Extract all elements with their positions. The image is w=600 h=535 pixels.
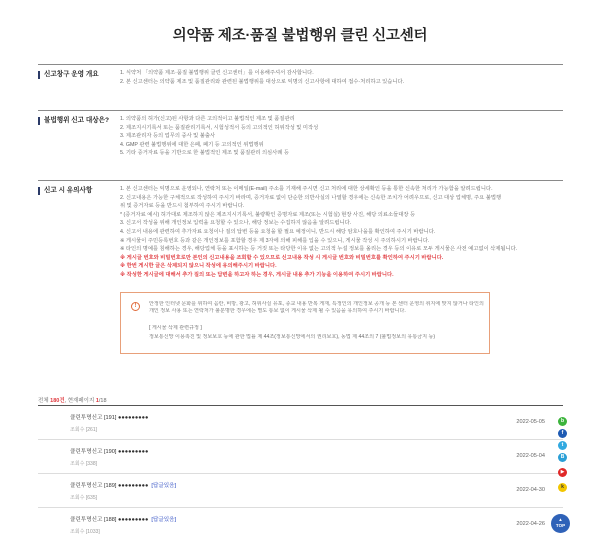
text-line: ※ 게시물이 주민등록번호 등과 같은 개인정보를 포함할 경우 제 3자에 의해 피해를 입을 수 있으니, 게시물 작성 시 주의하시기 바랍니다. (120, 237, 430, 244)
post-title[interactable] (70, 447, 151, 455)
facebook-icon[interactable]: f (558, 429, 567, 438)
section-label: 신고창구 운영 개요 (38, 71, 120, 79)
top-label: TOP (555, 523, 566, 528)
count-suffix: , 현재페이지 (64, 398, 95, 404)
page-current: 1 (95, 398, 99, 404)
notice-box (120, 292, 490, 354)
post-title-text[interactable]: 클린투명신고 [191] ●●●●●●●●● (70, 415, 149, 421)
list-item[interactable] (38, 508, 563, 535)
list-item[interactable] (38, 440, 563, 474)
band-icon[interactable]: b (558, 417, 567, 426)
text-line: 4. GMP 관련 불법행위에 대한 은폐, 폐기 등 고의적인 위법행위 (120, 141, 264, 148)
text-line: 3. 제조관리자 등의 업무의 중사 및 불출사 (120, 133, 216, 140)
post-title[interactable] (70, 481, 176, 489)
section-overview (38, 64, 563, 96)
post-date: 2022-05-04 (516, 453, 545, 459)
text-line: 4. 신고서 내용에 관련하여 추가자료 요청이나 질의 답변 등을 요청을 할 필요 예정이니, 반드시 해당 암호나을를 확인하여 주시기 바랍니다. (120, 228, 436, 235)
post-title-text[interactable]: 클린투명신고 [189] ●●●●●●●●● (70, 483, 149, 489)
notice-text: 안정한 인터넷 문화를 위하여 음란, 비방, 광고, 허위사실 유포, 종교 내용 반복 게재, 특정인의 개인정보 공개 등 본 센터 운영의 취지에 맞지 않거나 타인의 (149, 301, 484, 307)
text-line: 2. 제조지시기록서 또는 품질관리기록서, 시험성적서 등의 고의적인 허위작성 및 미작성 (120, 124, 319, 131)
kakao-icon[interactable]: k (558, 483, 567, 492)
text-line: ※ 타인의 명예를 침해하는 경우, 해당업체 등을 표시하는 등 거짓 또는 타당한 이유 없는 고의적 누설 정보를 올리는 경우 등의 이유로 모두 게시물은 사전 예고없이 삭제됩니다. (120, 246, 518, 253)
section-body (120, 185, 560, 280)
section-targets (38, 110, 563, 172)
post-date: 2022-04-26 (516, 521, 545, 527)
section-label: 신고 시 유의사항 (38, 187, 120, 195)
post-date: 2022-05-05 (516, 419, 545, 425)
section-body (120, 115, 560, 158)
page-total: /18 (98, 398, 107, 404)
scroll-top-button[interactable] (551, 514, 570, 533)
post-views: 조회수 [338] (70, 461, 98, 467)
arrow-up-icon: ▲ (558, 517, 563, 522)
text-line: 2. 신고내용은 가능한 구체적으로 작성하여 주시기 바라며, 증거자료 없이 단순한 의반사실의 나열할 경우에는 신속한 조치가 어려우므로, 신고 대상 업체명, 주요 불법행 (120, 194, 502, 201)
warning-line: ※ 작성한 게시글에 대해서 추가 질의 또는 답변을 하고자 하는 경우, 게시글 내용 추가 기능을 이용하여 주시기 바랍니다. (120, 271, 394, 278)
text-line: 1. 본 신고센터는 익명으로 운영되나, 연락처 또는 이메일(E-mail) 주소를 기재해 주시면 신고 처리에 대한 상세확인 등을 통한 신속한 처리가 가능함을 알려드립니다. (120, 186, 493, 192)
list-item[interactable] (38, 474, 563, 508)
text-line: 1. 식약처 「의약품 제조·품질 불법행위 클린 신고센터」를 이용해주셔서 감사합니다. (120, 70, 314, 76)
post-title-text[interactable]: 클린투명신고 [190] ●●●●●●●●● (70, 449, 149, 455)
post-date: 2022-04-30 (516, 487, 545, 493)
section-precautions (38, 180, 563, 285)
text-line: 위 및 증거자료 등을 반드시 첨부하여 주시기 바랍니다. (120, 203, 245, 210)
count-prefix: 전체 (38, 398, 49, 404)
page-title: 의약품 제조·품질 불법행위 클린 신고센터 (172, 28, 428, 44)
reply-tag: [답글있음] (151, 517, 177, 523)
twitter-icon[interactable]: t (558, 441, 567, 450)
text-line: * (증거자료 예시) 허가대로 제조하지 않은 제조지시기록서, 불량확인 증명자료 제조(또는 시험실) 현장 사진, 해당 의료소들대장 등 (120, 211, 416, 218)
count-value: 180건 (50, 398, 65, 404)
notice-text: 정보통신망 이용촉진 및 정보보호 등에 관한 법률 제 44조(정보통신망에서의 권리보호), 동법 제 44조의 7 (불법정보의 유통금지 등) (149, 334, 436, 340)
blog-icon[interactable]: B (558, 453, 567, 462)
post-title[interactable] (70, 413, 151, 421)
post-title-text[interactable]: 클린투명신고 [188] ●●●●●●●●● (70, 517, 149, 523)
post-views: 조회수 [1033] (70, 529, 100, 535)
text-line: 2. 본 신고센터는 의약품 제조 및 품질관리와 관련된 불법행위를 대상으로 익명의 신고사항에 대하여 접수·처리하고 있습니다. (120, 78, 405, 85)
notice-rule-heading: [ 게시물 삭제 관련규정 ] (149, 325, 202, 331)
post-views: 조회수 [261] (70, 427, 98, 433)
warning-line: ※ 한번 게시한 글은 삭제되지 않으니 작성에 유의해주시기 바랍니다. (120, 263, 277, 270)
section-body (120, 69, 560, 86)
warning-icon: ! (131, 302, 140, 311)
text-line: 5. 기타 증거자료 등을 기반으로 한 불법적인 제조 및 품질관리 의심사례 등 (120, 150, 289, 157)
notice-text: 개인 정보 사용 또는 연락처가 불분명한 경우에는 별도 통보 없이 게시물 삭제 될 수 있음을 유의하여 주시기 바랍니다. (149, 308, 406, 314)
reply-tag: [답글있음] (151, 483, 177, 489)
post-title[interactable] (70, 515, 176, 523)
youtube-icon[interactable]: ▶ (558, 468, 567, 477)
section-label: 불법행위 신고 대상은? (38, 117, 120, 125)
text-line: 3. 신고서 작성을 위해 개인정보 입력을 요청할 수 있으나, 해당 정보는 수집하지 않음을 알려드립니다. (120, 220, 352, 227)
post-count (38, 396, 107, 404)
text-line: 1. 의약품의 허가(신고)된 사항과 다른 고의적이고 불법적인 제조 및 품질관리 (120, 116, 295, 122)
post-views: 조회수 [635] (70, 495, 98, 501)
list-item[interactable] (38, 406, 563, 440)
warning-line: ※ 게시글 번호와 비밀번호로만 본인의 신고내용을 조회할 수 있으므로 신고내용 작성 시 게시글 번호와 비밀번호를 확인하여 주시기 바랍니다. (120, 254, 444, 261)
